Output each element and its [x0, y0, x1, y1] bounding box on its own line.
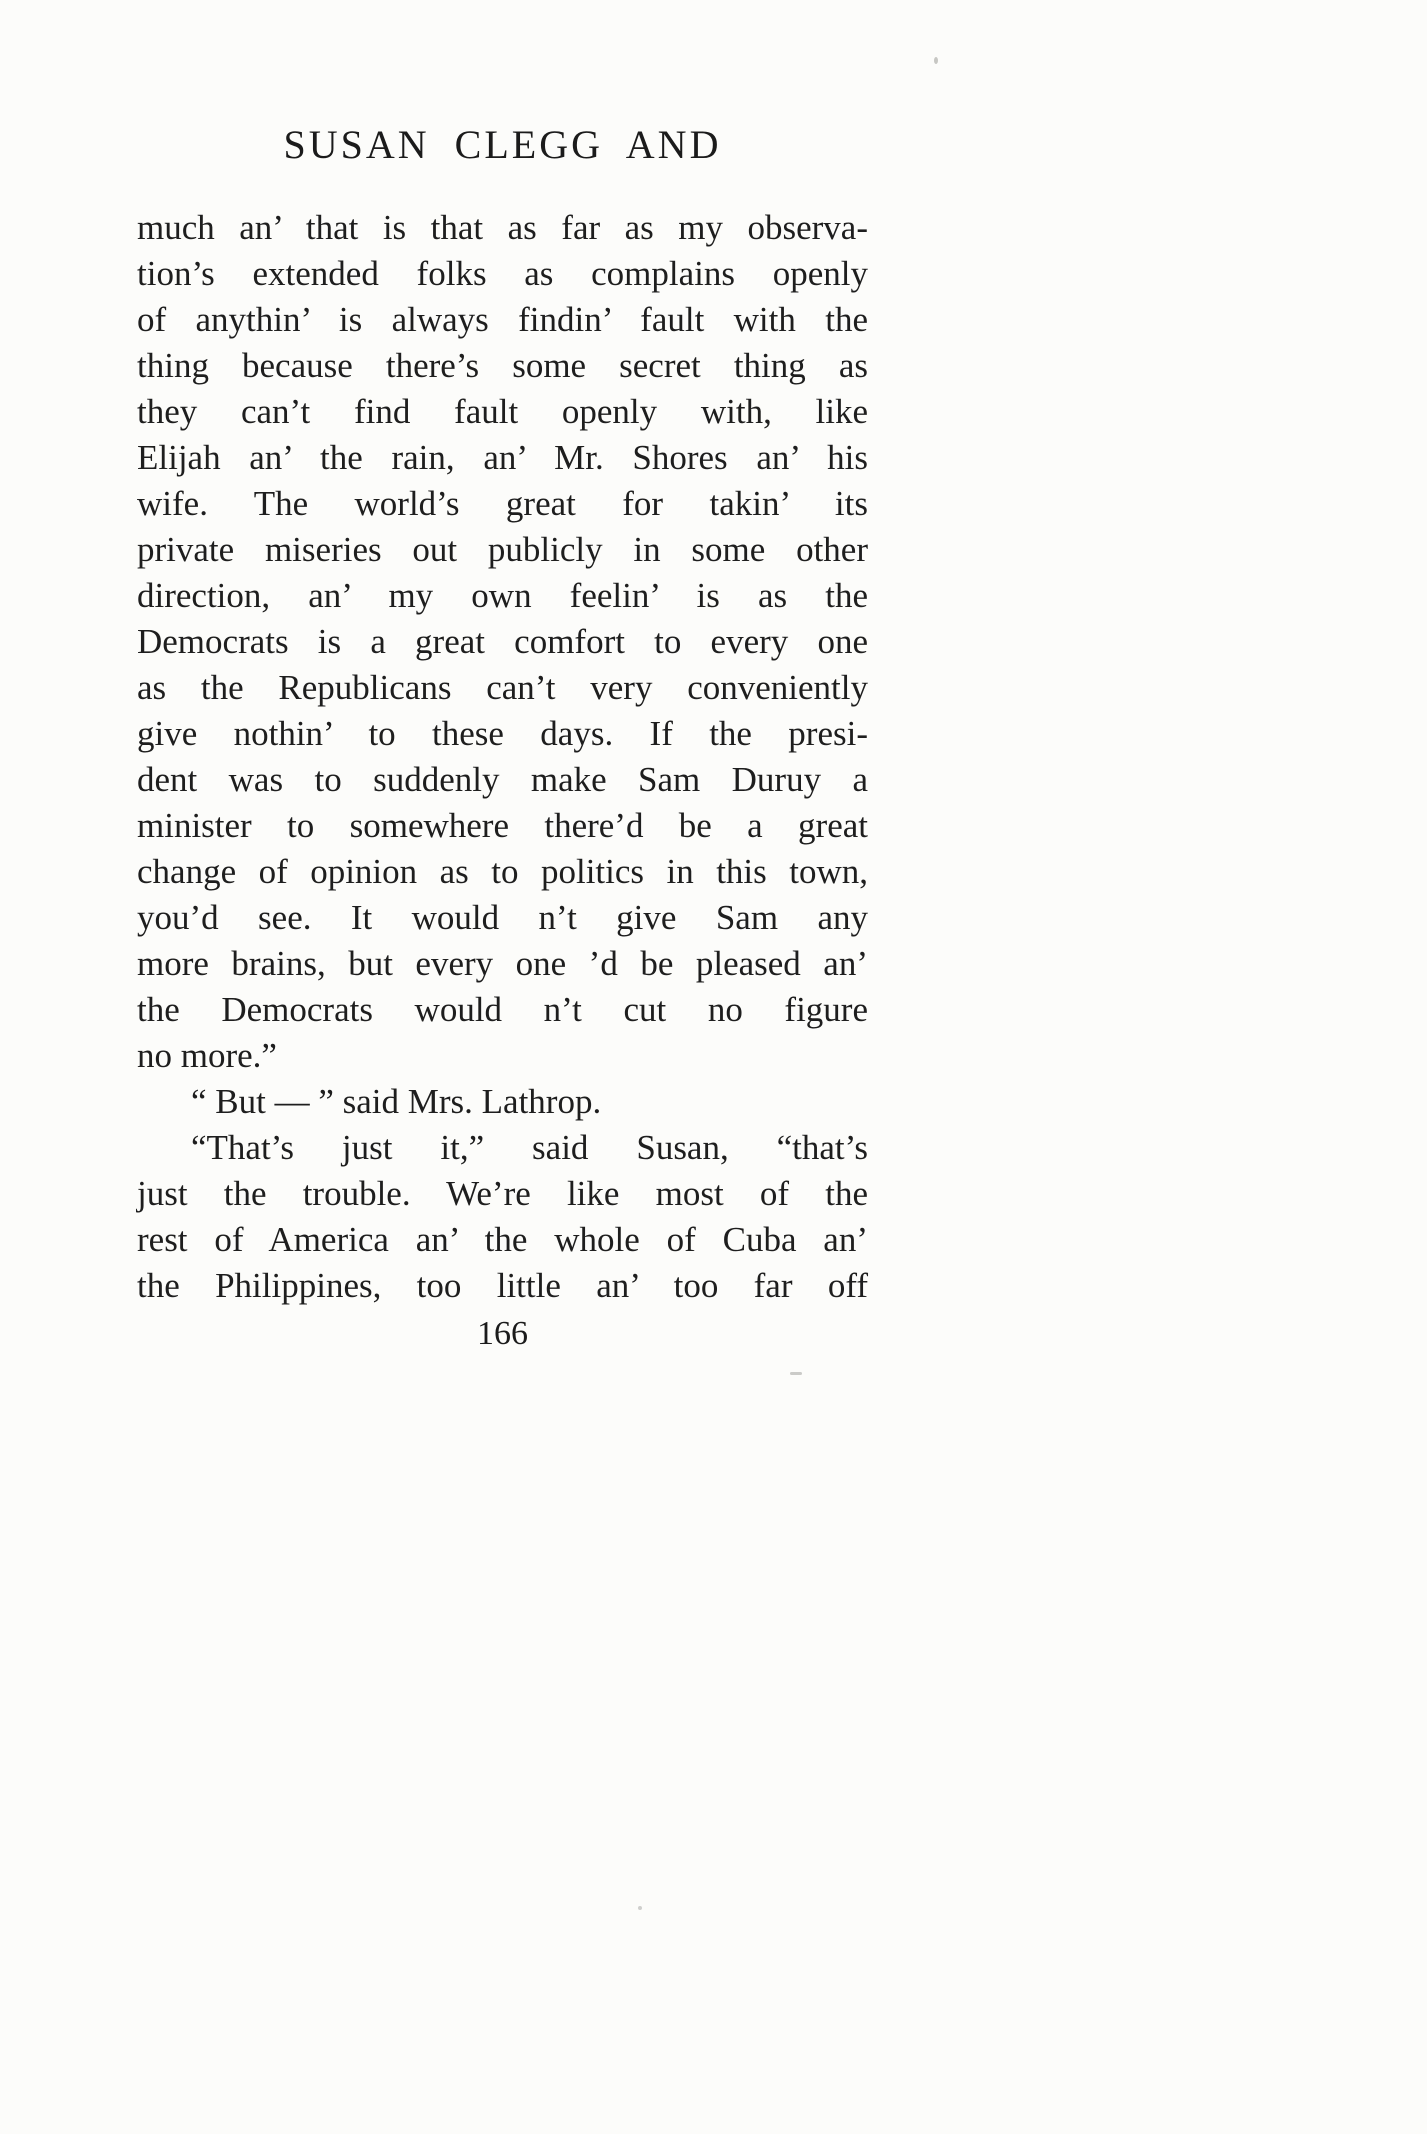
text-line: more brains, but every one ’d be pleased an’	[137, 944, 868, 983]
text-line: “That’s just it,” said Susan, “that’s	[191, 1128, 868, 1167]
body-text	[137, 205, 868, 1309]
text-line: the Democrats would n’t cut no figure	[137, 990, 868, 1029]
text-line: wife. The world’s great for takin’ its	[137, 484, 868, 523]
text-line: Democrats is a great comfort to every one	[137, 622, 868, 661]
text-line: thing because there’s some secret thing as	[137, 346, 868, 385]
paragraph	[137, 205, 868, 1079]
text-line: as the Republicans can’t very conveniently	[137, 668, 868, 707]
text-line: rest of America an’ the whole of Cuba an’	[137, 1220, 868, 1259]
scan-speck	[638, 1906, 642, 1910]
page-number: 166	[477, 1315, 528, 1352]
text-line: change of opinion as to politics in this town,	[137, 852, 868, 891]
text-line: “ But — ” said Mrs. Lathrop.	[191, 1082, 602, 1121]
text-line: minister to somewhere there’d be a great	[137, 806, 868, 845]
text-line: private miseries out publicly in some other	[137, 530, 868, 569]
text-line: just the trouble. We’re like most of the	[137, 1174, 868, 1213]
text-line: dent was to suddenly make Sam Duruy a	[137, 760, 868, 799]
scan-speck	[790, 1372, 802, 1375]
text-line: tion’s extended folks as complains openly	[137, 254, 868, 293]
text-line: much an’ that is that as far as my observa-	[137, 208, 868, 247]
scan-speck	[934, 57, 938, 64]
paragraph	[137, 1079, 868, 1125]
text-line: give nothin’ to these days. If the presi-	[137, 714, 868, 753]
text-line: no more.”	[137, 1036, 277, 1075]
text-block	[137, 122, 868, 1357]
text-line: Elijah an’ the rain, an’ Mr. Shores an’ his	[137, 438, 868, 477]
text-line: of anythin’ is always findin’ fault with the	[137, 300, 868, 339]
text-line: they can’t find fault openly with, like	[137, 392, 868, 431]
running-header: SUSAN CLEGG AND	[283, 122, 722, 167]
text-line: you’d see. It would n’t give Sam any	[137, 898, 868, 937]
text-line: the Philippines, too little an’ too far off	[137, 1266, 868, 1305]
text-line: direction, an’ my own feelin’ is as the	[137, 576, 868, 615]
paragraph	[137, 1125, 868, 1309]
